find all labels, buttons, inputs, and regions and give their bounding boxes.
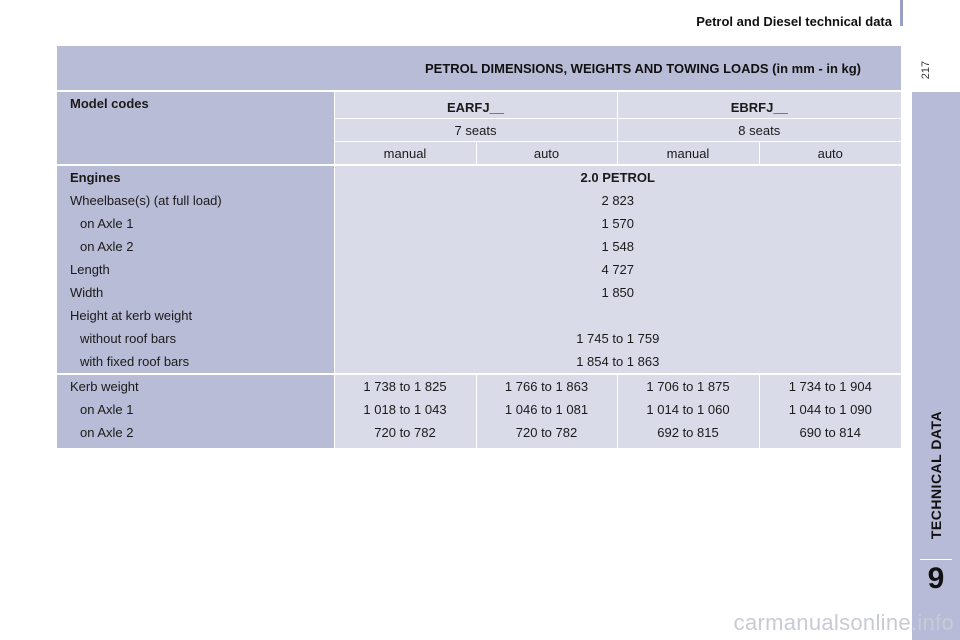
table-row-value: 4 727 [334, 258, 901, 281]
technical-data-table [57, 46, 901, 448]
table-cell: 720 to 782 [334, 421, 476, 448]
engine-value: 2.0 PETROL [334, 165, 901, 189]
table-cell: 1 046 to 1 081 [476, 398, 617, 421]
table-cell: 1 706 to 1 875 [617, 374, 759, 398]
table-cell: 692 to 815 [617, 421, 759, 448]
table-cell: 1 734 to 1 904 [759, 374, 901, 398]
table-row-value: 1 745 to 1 759 [334, 327, 901, 350]
table-row-label: Kerb weight [57, 374, 334, 398]
table-row-label: on Axle 2 [57, 421, 334, 448]
model-code-cell: EARFJ__ [334, 91, 617, 119]
table-row-label: on Axle 1 [57, 212, 334, 235]
page-header-title: Petrol and Diesel technical data [696, 14, 892, 29]
table-cell: 1 044 to 1 090 [759, 398, 901, 421]
table-cell: 720 to 782 [476, 421, 617, 448]
table-row-value: 1 850 [334, 281, 901, 304]
table-cell: 1 738 to 1 825 [334, 374, 476, 398]
seats-cell: 7 seats [334, 119, 617, 142]
section-tab-label: TECHNICAL DATA [928, 410, 945, 540]
watermark-text: carmanualsonline.info [733, 610, 954, 635]
section-number: 9 [927, 562, 945, 595]
gearbox-cell: auto [476, 142, 617, 166]
table-row-label: on Axle 2 [57, 235, 334, 258]
table-row-label: Length [57, 258, 334, 281]
page-number: 217 [920, 60, 932, 80]
table-row-label: Wheelbase(s) (at full load) [57, 189, 334, 212]
table-cell: 1 766 to 1 863 [476, 374, 617, 398]
table-row-value [334, 304, 901, 327]
table-row-label: without roof bars [57, 327, 334, 350]
table-row-value: 1 548 [334, 235, 901, 258]
engines-label: Engines [57, 165, 334, 189]
table-row-label: on Axle 1 [57, 398, 334, 421]
table-cell: 690 to 814 [759, 421, 901, 448]
gearbox-cell: auto [759, 142, 901, 166]
model-codes-label: Model codes [57, 91, 334, 165]
table-row-label: with fixed roof bars [57, 350, 334, 374]
table-row-value: 1 570 [334, 212, 901, 235]
table-row-value: 2 823 [334, 189, 901, 212]
table-row-label: Width [57, 281, 334, 304]
table-row-label: Height at kerb weight [57, 304, 334, 327]
gearbox-cell: manual [334, 142, 476, 166]
seats-cell: 8 seats [617, 119, 901, 142]
section-side-tab[interactable] [912, 92, 960, 640]
table-cell: 1 014 to 1 060 [617, 398, 759, 421]
table-cell: 1 018 to 1 043 [334, 398, 476, 421]
gearbox-cell: manual [617, 142, 759, 166]
header-divider [900, 0, 903, 26]
model-code-cell: EBRFJ__ [617, 91, 901, 119]
table-title: PETROL DIMENSIONS, WEIGHTS AND TOWING LOADS (in mm - in kg) [57, 46, 901, 91]
table-row-value: 1 854 to 1 863 [334, 350, 901, 374]
section-divider [920, 559, 952, 560]
